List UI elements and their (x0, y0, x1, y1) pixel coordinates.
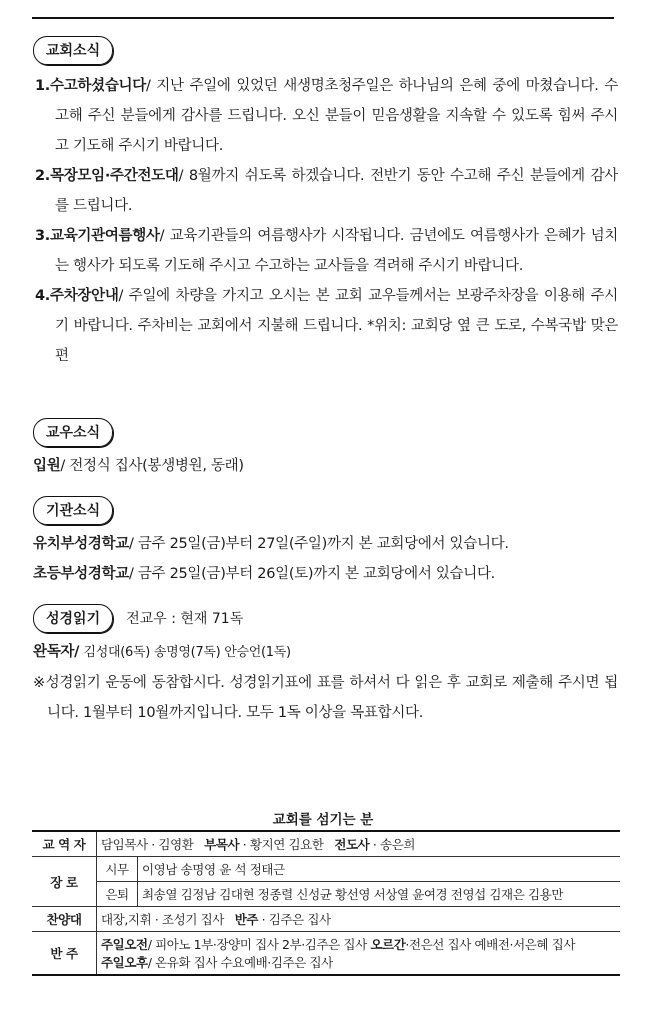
accompanist-label: 반 주 (32, 932, 97, 976)
item-title: 주차장안내 (50, 288, 119, 304)
church-news-list (33, 71, 618, 371)
church-news-item-2 (33, 161, 618, 221)
item-number: 3. (35, 228, 50, 244)
accomp-text: / 온유화 집사 수요예배·김주은 집사 (147, 955, 333, 970)
elders-label: 장 로 (32, 857, 97, 907)
dept-news-item-1 (33, 529, 618, 559)
bible-reading-section (33, 604, 618, 728)
minister-names: · 송은희 (369, 837, 416, 852)
ministers-cell (97, 831, 621, 857)
choir-cell (97, 907, 621, 932)
accomp-role: 오르간 (370, 937, 406, 952)
dept-news-text: / 금주 25일(금)부터 27일(주일)까지 본 교회당에서 있습니다. (128, 536, 509, 552)
member-news-heading: 교우소식 (33, 418, 113, 447)
staff-row-ministers (32, 831, 620, 857)
elders-retired-label: 은퇴 (97, 882, 138, 907)
accompanist-line-2 (101, 953, 616, 971)
accomp-text: ·전은선 집사 예배전·서은혜 집사 (405, 937, 576, 952)
elders-active-label: 시무 (97, 857, 138, 882)
accompanist-cell (97, 932, 621, 976)
staff-row-accompanist (32, 932, 620, 976)
completed-label: 완독자/ (33, 644, 80, 660)
church-news-item-1 (33, 71, 618, 161)
dept-news-title: 초등부성경학교 (33, 566, 129, 582)
church-news-section (33, 36, 618, 371)
bible-reading-completed (33, 637, 618, 668)
member-news-section (33, 418, 618, 481)
item-title: 수고하셨습니다 (50, 78, 146, 94)
member-news-entry (33, 451, 618, 481)
choir-role: 반주 (234, 912, 259, 927)
item-number: 4. (35, 288, 50, 304)
dept-news-title: 유치부성경학교 (33, 536, 129, 552)
choir-label: 찬양대 (32, 907, 97, 932)
staff-row-choir (32, 907, 620, 932)
item-text: / 주일에 차량을 가지고 오시는 본 교회 교우들께서는 보광주차장을 이용해 주시기 바랍니다. 주차비는 교회에서 지불해 드립니다. *위치: 교회당 옆 큰 도로, 수복국밥 맞은편 (55, 288, 618, 364)
dept-news-heading: 기관소식 (33, 496, 113, 525)
bible-reading-summary: 전교우 : 현재 71독 (126, 611, 244, 627)
item-number: 1. (35, 78, 50, 94)
ministers-label: 교 역 자 (32, 831, 97, 857)
staff-row-elders-active (32, 857, 620, 882)
accomp-role: 주일오후 (101, 955, 148, 970)
minister-role: 부목사 (204, 837, 240, 852)
item-title: 목장모임·주간전도대 (50, 168, 179, 184)
church-news-heading: 교회소식 (33, 36, 113, 65)
elders-retired-names: 최송열 김정남 김대현 정종렬 신성균 황선영 서상열 윤여경 전영섭 김재은 김용만 (138, 882, 621, 907)
minister-role: 담임목사 (101, 837, 148, 852)
accomp-role: 주일오전 (101, 937, 148, 952)
dept-news-section (33, 496, 618, 589)
item-text: / 지난 주일에 있었던 새생명초청주일은 하나님의 은혜 중에 마쳤습니다. 수고해 주신 분들에게 감사를 드립니다. 오신 분들이 믿음생활을 지속할 수 있도록 힘써 주시고 기도해 주시기 바랍니다. (55, 78, 618, 154)
bible-reading-header (33, 604, 618, 633)
top-rule (32, 17, 614, 19)
dept-news-item-2 (33, 559, 618, 589)
staff-row-elders-retired (32, 882, 620, 907)
staff-table (32, 830, 620, 976)
item-title: 교육기관여름행사 (50, 228, 160, 244)
minister-names: · 황지연 김요한 (239, 837, 324, 852)
minister-names: · 김영환 (147, 837, 194, 852)
choir-names: · 김주은 집사 (258, 912, 331, 927)
dept-news-text: / 금주 25일(금)부터 26일(토)까지 본 교회당에서 있습니다. (128, 566, 495, 582)
member-news-text: / 전정식 집사(봉생병원, 동래) (60, 458, 244, 474)
dept-news-list (33, 529, 618, 589)
staff-title: 교회를 섬기는 분 (272, 812, 374, 828)
completed-names: 김성대(6독) 송명영(7독) 안승언(1독) (83, 645, 291, 660)
item-text: / 8월까지 쉬도록 하겠습니다. 전반기 동안 수고해 주신 분들에게 감사를 드립니다. (55, 168, 618, 214)
minister-role: 전도사 (334, 837, 370, 852)
choir-names: · 조성기 집사 (151, 912, 224, 927)
member-news-label: 입원 (33, 458, 61, 474)
accomp-text: / 피아노 1부·장양미 집사 2부·김주은 집사 (147, 937, 367, 952)
item-text: / 교육기관들의 여름행사가 시작됩니다. 금년에도 여름행사가 은혜가 넘치는 행사가 되도록 기도해 주시고 수고하는 교사들을 격려해 주시기 바랍니다. (55, 228, 618, 274)
bible-reading-note: ※성경읽기 운동에 동참합시다. 성경읽기표에 표를 하셔서 다 읽은 후 교회로 제출해 주시면 됩니다. 1월부터 10월까지입니다. 모두 1독 이상을 목표합시다. (33, 675, 618, 721)
elders-active-names: 이영남 송명영 윤 석 정태근 (138, 857, 621, 882)
accompanist-line-1 (101, 935, 616, 953)
bible-reading-heading: 성경읽기 (33, 604, 113, 633)
church-news-item-4 (33, 281, 618, 371)
choir-role: 대장,지휘 (101, 912, 152, 927)
church-news-item-3 (33, 221, 618, 281)
item-number: 2. (35, 168, 50, 184)
